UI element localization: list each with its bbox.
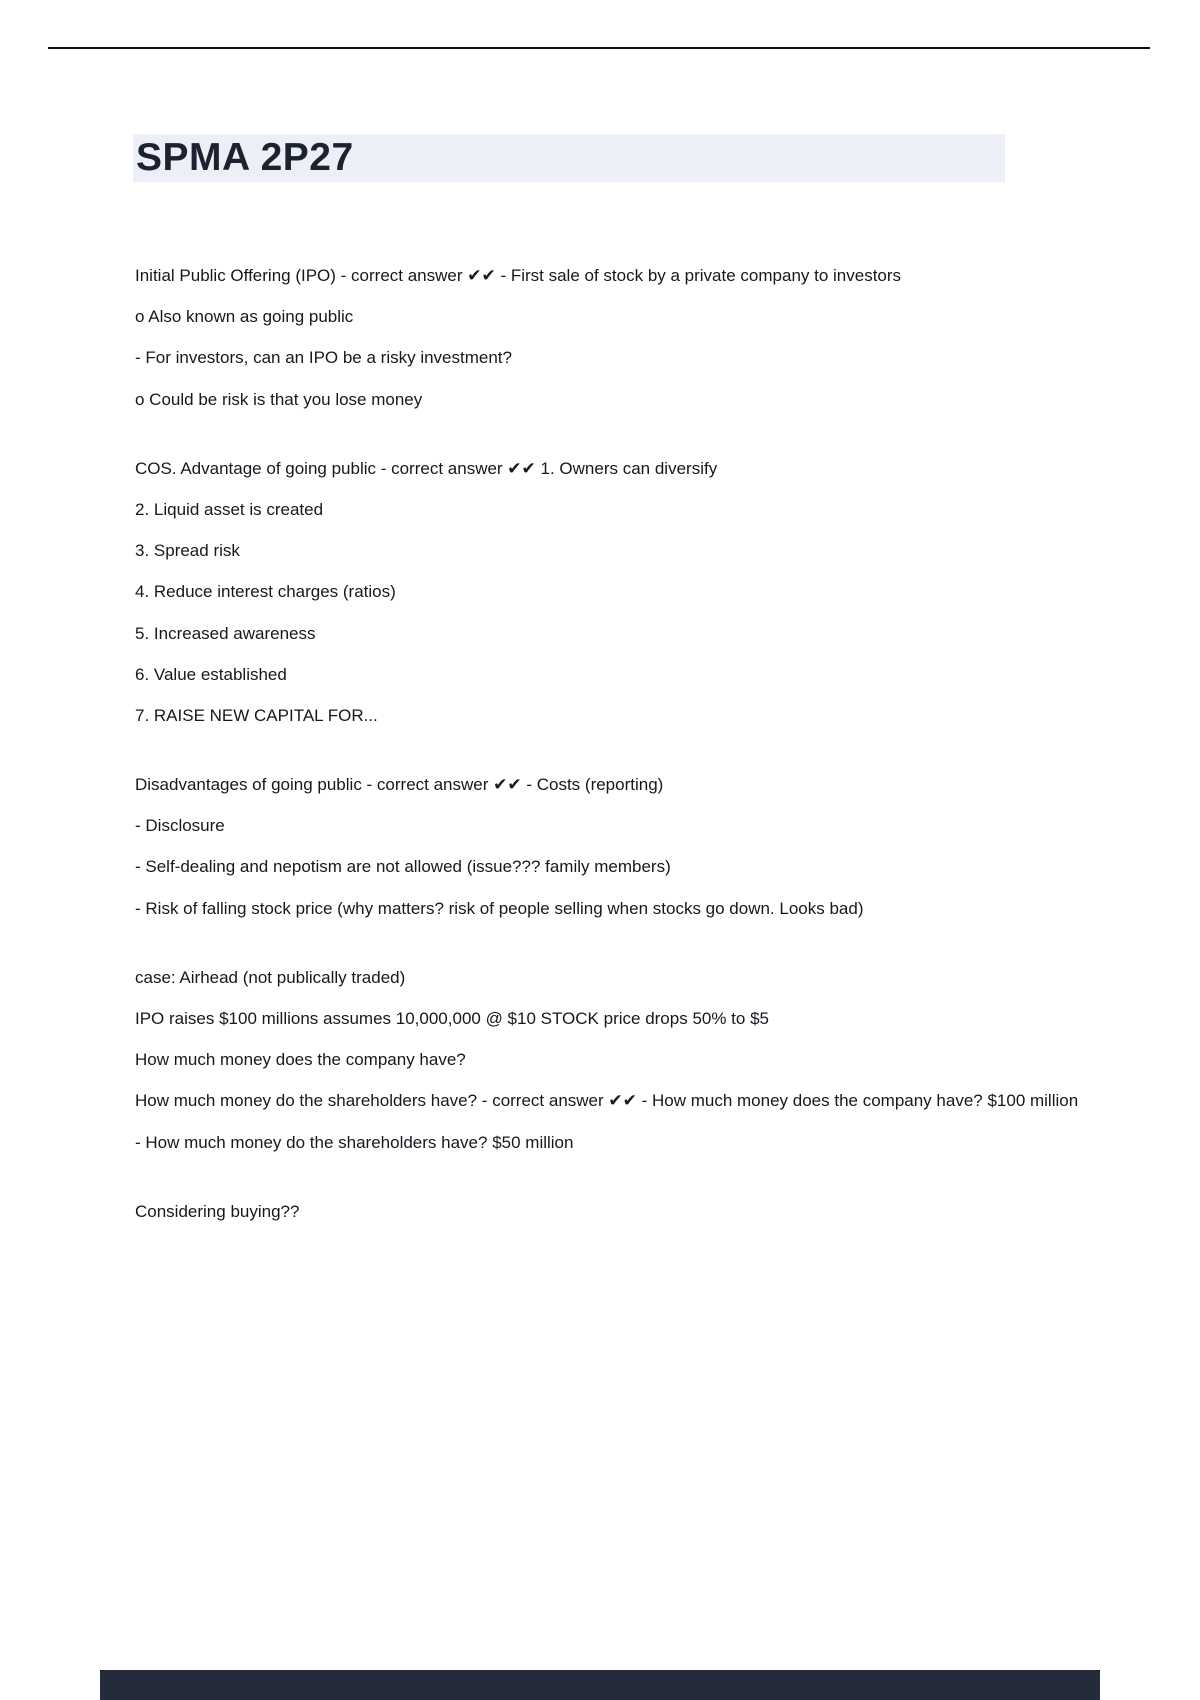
paragraph: case: Airhead (not publically traded) [135, 967, 406, 987]
paragraph: How much money do the shareholders have? - correct answer ✔✔ - How much money does the company have? $100 million [135, 1091, 1079, 1111]
paragraph: 5. Increased awareness [135, 623, 316, 643]
paragraph: 3. Spread risk [135, 541, 240, 561]
paragraph: 4. Reduce interest charges (ratios) [135, 582, 396, 602]
footer-bar [100, 1670, 1100, 1700]
paragraph: How much money does the company have? [135, 1050, 466, 1070]
section [135, 964, 1080, 1156]
paragraph: Considering buying?? [135, 1201, 300, 1221]
paragraph: o Also known as going public [135, 307, 354, 327]
paragraph: Disadvantages of going public - correct answer ✔✔ - Costs (reporting) [135, 775, 664, 795]
paragraph: Initial Public Offering (IPO) - correct answer ✔✔ - First sale of stock by a private company to investors [135, 266, 902, 285]
section [135, 262, 1080, 413]
paragraph: - Disclosure [135, 816, 225, 836]
paragraph: - How much money do the shareholders have? $50 million [135, 1132, 574, 1152]
section [135, 771, 1080, 922]
paragraph: 2. Liquid asset is created [135, 499, 324, 519]
paragraph: - Self-dealing and nepotism are not allowed (issue??? family members) [135, 857, 671, 877]
page-title: SPMA 2P27 [136, 136, 354, 179]
paragraph: o Could be risk is that you lose money [135, 389, 423, 409]
paragraph: - Risk of falling stock price (why matters? risk of people selling when stocks go down. Looks bad) [135, 898, 864, 918]
paragraph: 6. Value established [135, 664, 287, 684]
document-body [135, 262, 1080, 1267]
paragraph: 7. RAISE NEW CAPITAL FOR... [135, 705, 378, 725]
paragraph: - For investors, can an IPO be a risky investment? [135, 348, 512, 368]
section [135, 455, 1080, 729]
paragraph: COS. Advantage of going public - correct answer ✔✔ 1. Owners can diversify [135, 458, 718, 478]
title-highlight-bar [133, 134, 1005, 182]
top-horizontal-rule [48, 47, 1150, 49]
paragraph: IPO raises $100 millions assumes 10,000,000 @ $10 STOCK price drops 50% to $5 [135, 1009, 769, 1028]
section [135, 1198, 1080, 1225]
